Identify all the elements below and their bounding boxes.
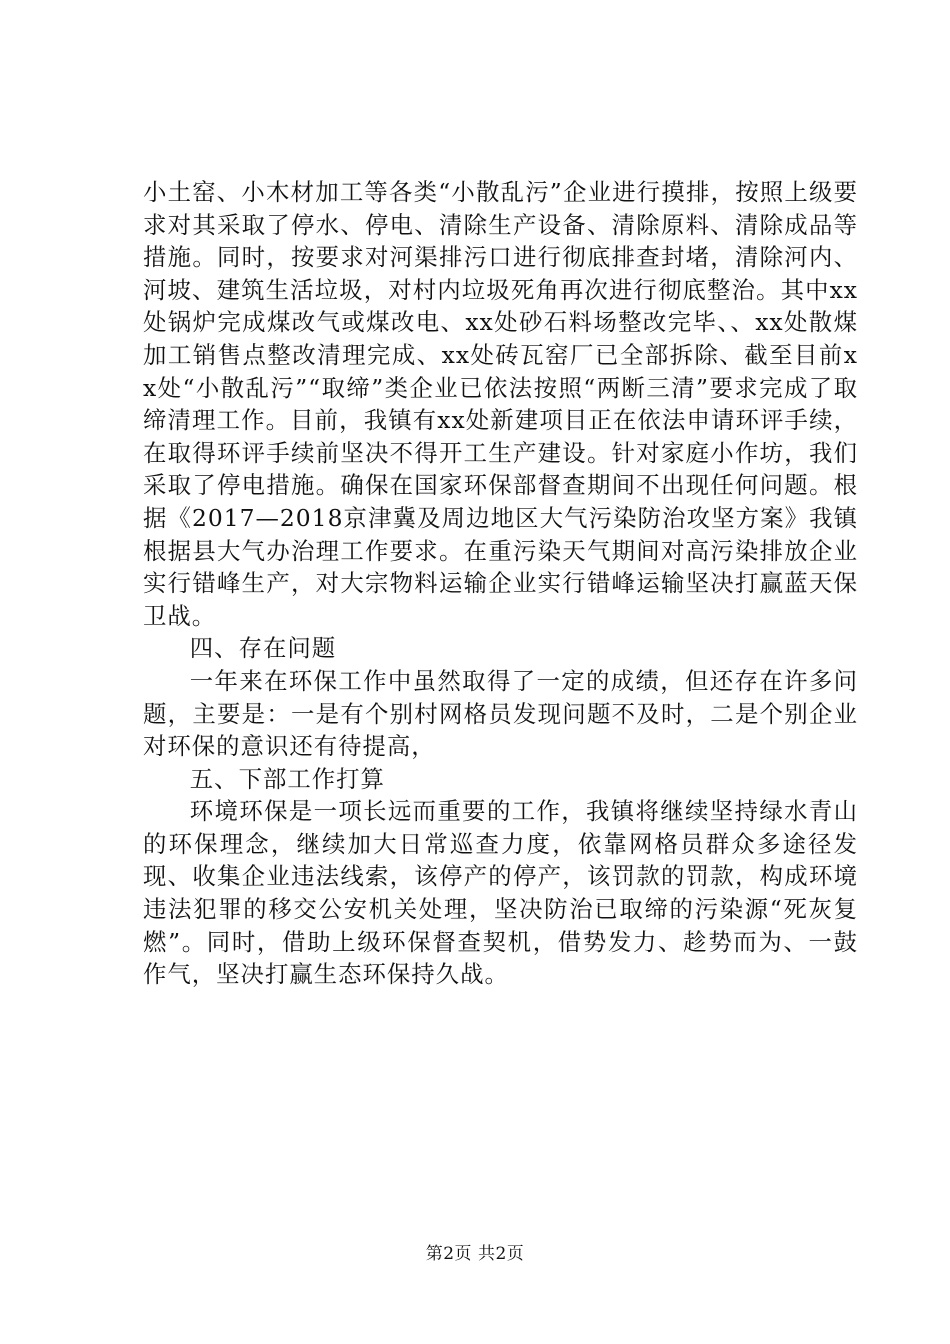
paragraph-continuation: 小土窑、小木材加工等各类“小散乱污”企业进行摸排，按照上级要求对其采取了停水、停电、清除生产设备、清除原料、清除成品等措施。同时，按要求对河渠排污口进行彻底排查封堵，清除河内、河坡、建筑生活垃圾，对村内垃圾死角再次进行彻底整治。其中xx处锅炉完成煤改气或煤改电、xx处砂石料场整改完毕、、xx处散煤加工销售点整改清理完成、xx处砖瓦窑厂已全部拆除、截至目前xx处“小散乱污”“取缔”类企业已依法按照“两断三清”要求完成了取缔清理工作。目前，我镇有xx处新建项目正在依法申请环评手续，在取得环评手续前坚决不得开工生产建设。针对家庭小作坊，我们采取了停电措施。确保在国家环保部督查期间不出现任何问题。根据《2017—2018京津冀及周边地区大气污染防治攻坚方案》我镇根据县大气办治理工作要求。在重污染天气期间对高污染排放企业实行错峰生产，对大宗物料运输企业实行错峰运输坚决打赢蓝天保卫战。 bbox=[143, 178, 858, 630]
paragraph-problems: 一年来在环保工作中虽然取得了一定的成绩，但还存在许多问题，主要是：一是有个别村网格员发现问题不及时，二是个别企业对环保的意识还有待提高， bbox=[143, 666, 858, 761]
section-heading-next-plan: 五、下部工作打算 bbox=[189, 764, 385, 793]
paragraph-next-plan: 环境环保是一项长远而重要的工作，我镇将继续坚持绿水青山的环保理念，继续加大日常巡查力度，依靠网格员群众多途径发现、收集企业违法线索，该停产的停产，该罚款的罚款，构成环境违法犯罪的移交公安机关处理，坚决防治已取缔的污染源“死灰复燃”。同时，借助上级环保督查契机，借势发力、趁势而为、一鼓作气，坚决打赢生态环保持久战。 bbox=[143, 797, 858, 989]
section-heading-problems: 四、存在问题 bbox=[189, 634, 337, 663]
document-body bbox=[143, 176, 858, 991]
page-footer: 第2页 共2页 bbox=[425, 1244, 525, 1264]
